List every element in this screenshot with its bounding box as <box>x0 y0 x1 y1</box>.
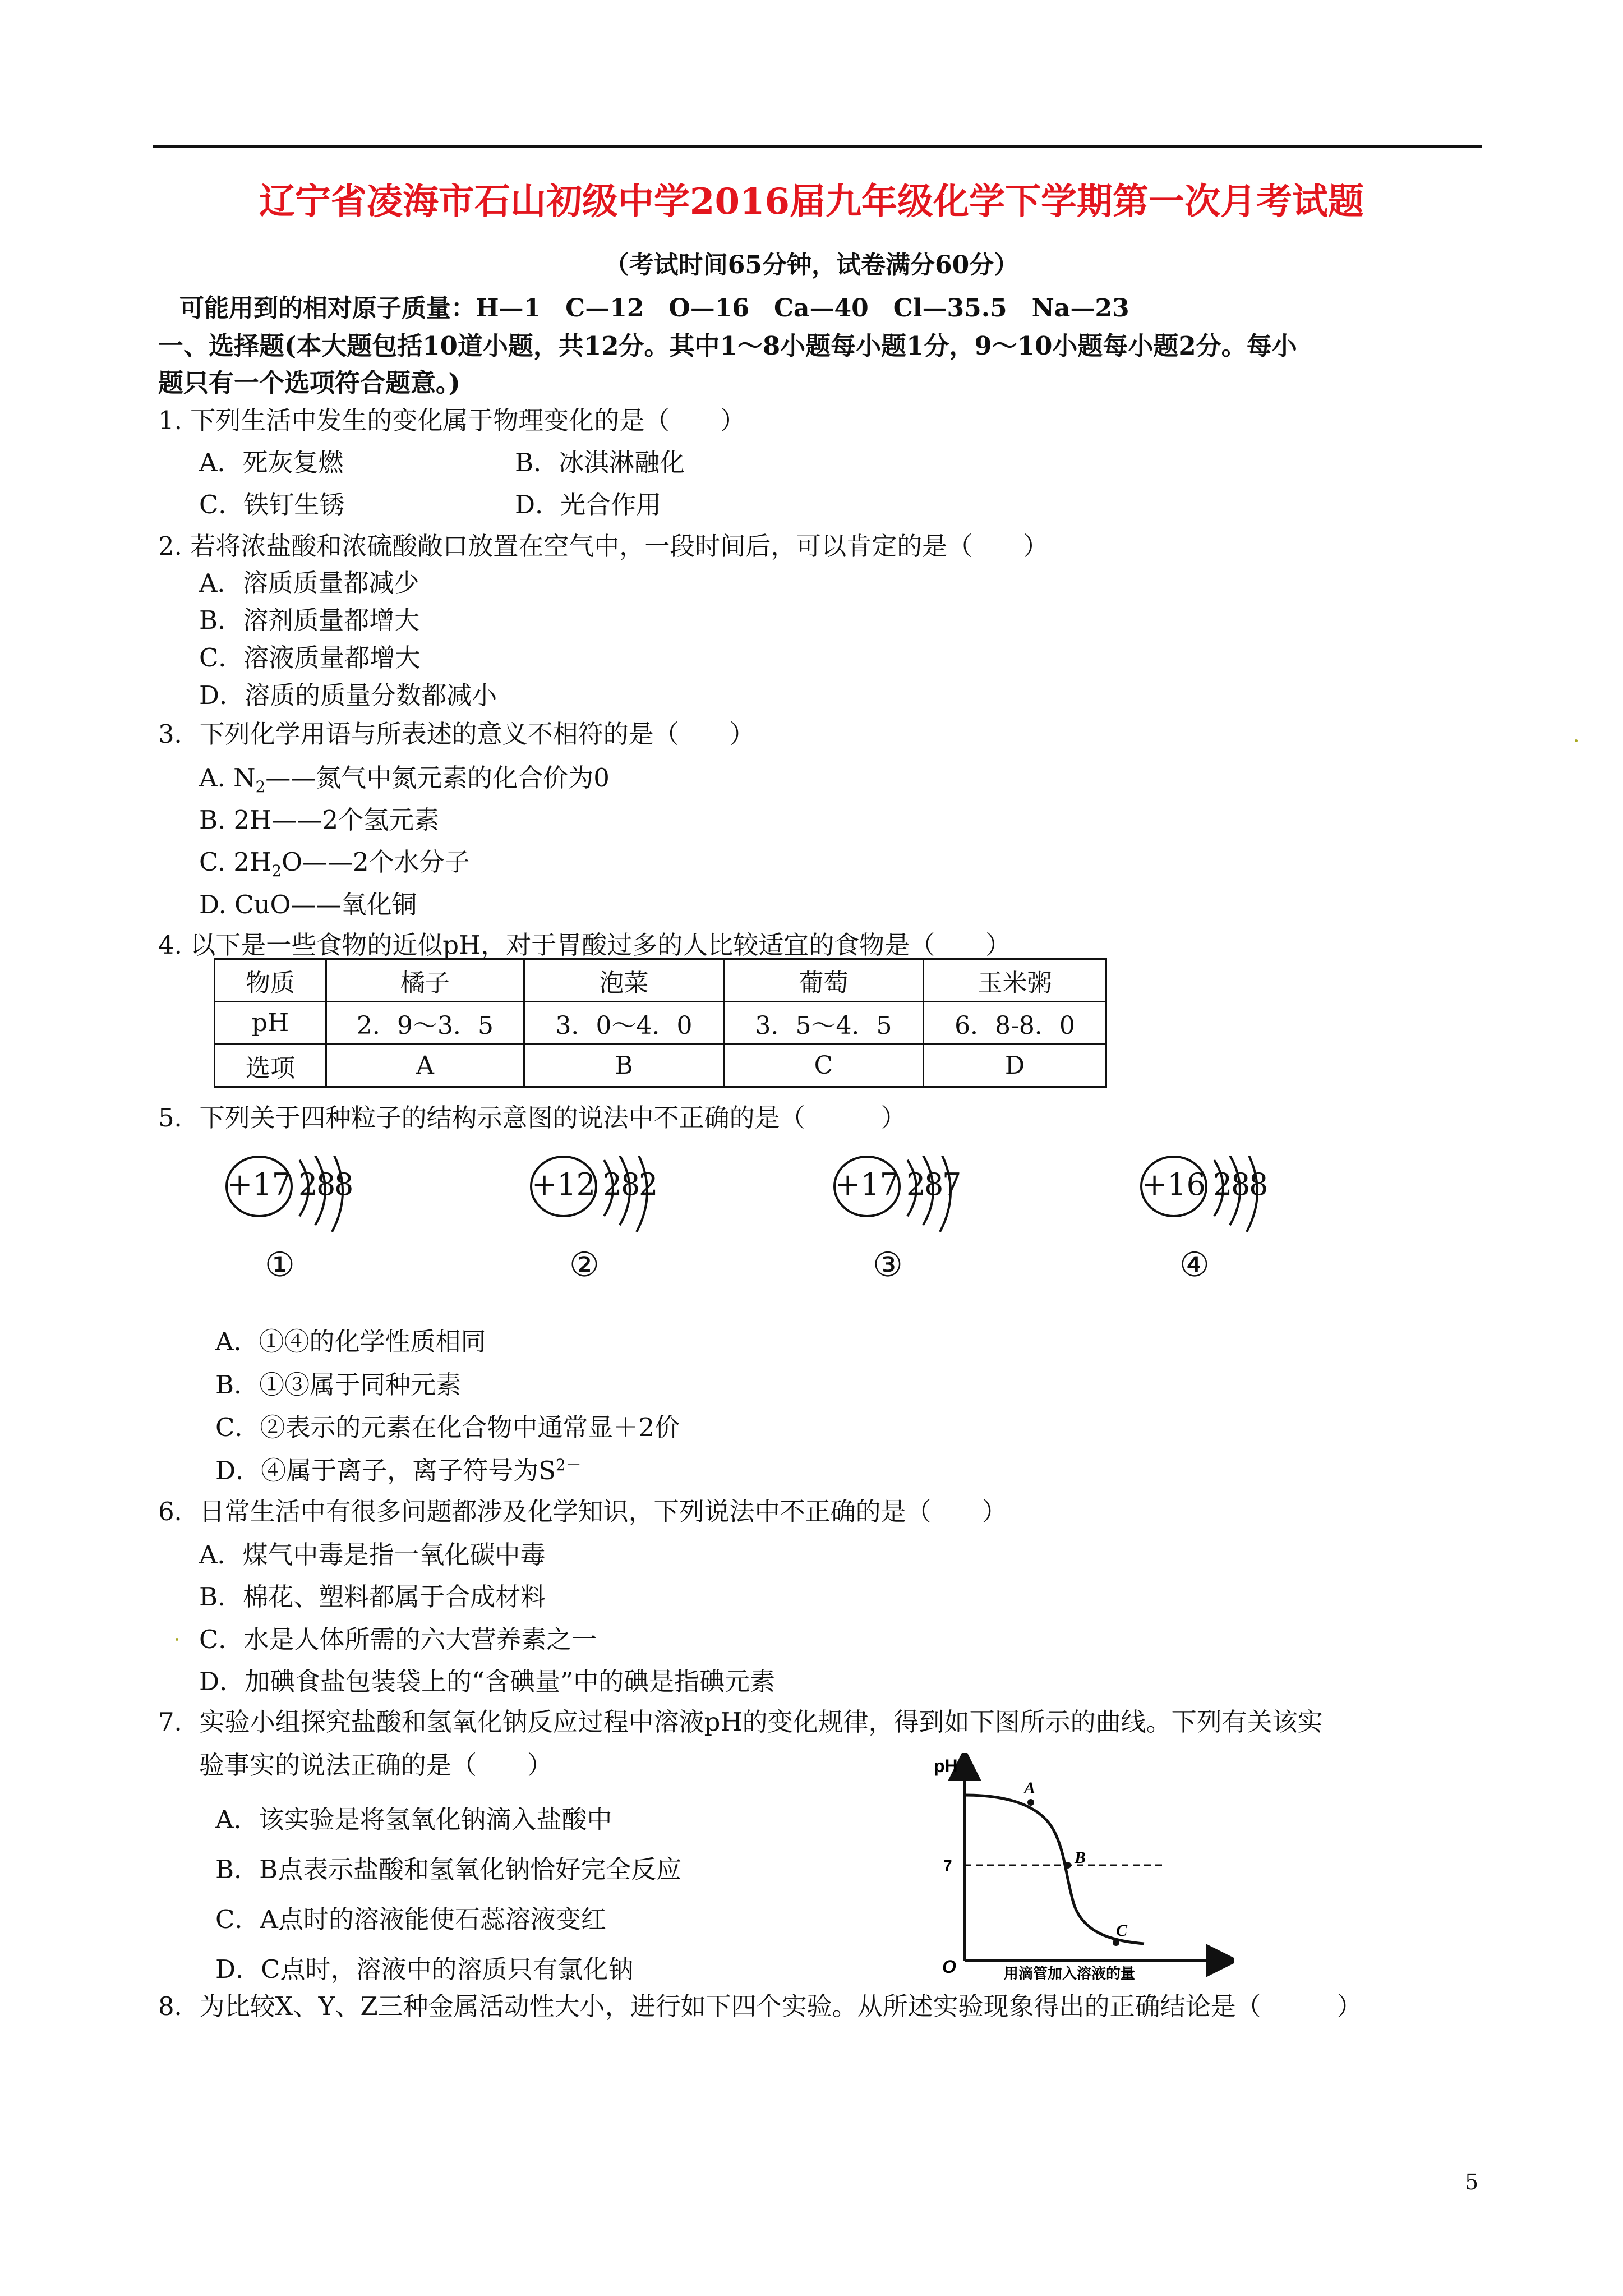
stray-dot <box>1575 739 1578 742</box>
origin-label: O <box>942 1957 956 1977</box>
q6-option-a: A．煤气中毒是指一氧化碳中毒 <box>199 1540 546 1570</box>
q2-option-c: C．溶液质量都增大 <box>199 643 421 673</box>
q2-stem: 2. 若将浓盐酸和浓硫酸敞口放置在空气中，一段时间后，可以肯定的是（ ） <box>158 531 1049 561</box>
diagram-label: ④ <box>1179 1245 1210 1285</box>
q7-option-d: D．C点时，溶液中的溶质只有氯化钠 <box>215 1954 634 1984</box>
y-axis-label: pH <box>934 1756 958 1776</box>
section-heading-line1: 一、选择题(本大题包括10道小题，共12分。其中1～8小题每小题1分，9～10小题每小题2分。每小 <box>158 331 1297 361</box>
shell-electrons: 8 <box>1231 1167 1251 1202</box>
diagram-label: ③ <box>873 1245 903 1285</box>
exam-info: （考试时间65分钟，试卷满分60分） <box>604 251 1019 279</box>
point-a-label: A <box>1024 1779 1036 1797</box>
point-a <box>1027 1799 1034 1806</box>
atomic-masses: 可能用到的相对原子质量：H—1 C—12 O—16 Ca—40 Cl—35.5 Na—23 <box>179 294 1129 323</box>
q3-stem: 3．下列化学用语与所表述的意义不相符的是（ ） <box>158 719 755 749</box>
ph-curve-graph <box>931 1753 1234 1983</box>
q2-option-a: A．溶质质量都减少 <box>199 568 419 598</box>
table-cell: C <box>724 1045 924 1087</box>
q3-option-a: A. $N_2——$氮气中氮元素的化合价为0 <box>199 763 610 796</box>
q6-option-b: B．棉花、塑料都属于合成材料 <box>199 1582 546 1612</box>
shell-electrons: 2 <box>298 1167 318 1202</box>
q7-option-b: B．B点表示盐酸和氢氧化钠恰好完全反应 <box>215 1855 682 1884</box>
q1-option-b: B．冰淇淋融化 <box>515 448 685 477</box>
shell-electrons: 2 <box>639 1167 658 1202</box>
shell-electrons: 8 <box>334 1167 354 1202</box>
q5-option-d: D．④属于离子，离子符号为$S^{2-}$ <box>215 1456 582 1485</box>
table-row <box>215 1002 1106 1045</box>
y-tick-7: 7 <box>943 1857 952 1874</box>
table-cell: 橘子 <box>326 959 524 1002</box>
shell-electrons: 2 <box>603 1167 623 1202</box>
x-axis-label: 用滴管加入溶液的量 <box>1004 1966 1136 1982</box>
table-cell: 6．8-8．0 <box>924 1002 1106 1045</box>
q2-option-b: B．溶剂质量都增大 <box>199 605 420 635</box>
q1-option-a: A．死灰复燃 <box>199 448 344 477</box>
q7-stem-line1: 7．实验小组探究盐酸和氢氧化钠反应过程中溶液pH的变化规律，得到如下图所示的曲线。下列有关该实 <box>158 1707 1323 1737</box>
nucleus-charge: +17 <box>835 1167 899 1202</box>
q5-option-c: C．②表示的元素在化合物中通常显＋2价 <box>215 1412 680 1442</box>
q3-option-b: B. 2H——2个氢元素 <box>199 805 440 835</box>
page-title: 辽宁省凌海市石山初级中学2016届九年级化学下学期第一次月考试题 <box>259 181 1364 223</box>
q8-stem: 8．为比较X、Y、Z三种金属活动性大小，进行如下四个实验。从所述实验现象得出的正确结论是（ ） <box>158 1991 1362 2021</box>
table-cell: 物质 <box>215 959 326 1002</box>
page-number: 5 <box>1465 2170 1479 2194</box>
q6-option-c: C．水是人体所需的六大营养素之一 <box>199 1625 597 1654</box>
shell-electrons: 8 <box>316 1167 336 1202</box>
point-c-label: C <box>1116 1921 1128 1940</box>
q3-option-c: C. $2H_2O——2$个水分子 <box>199 847 470 880</box>
q6-stem: 6．日常生活中有很多问题都涉及化学知识，下列说法中不正确的是（ ） <box>158 1497 1007 1526</box>
top-rule <box>153 145 1482 148</box>
table-cell: pH <box>215 1002 326 1045</box>
nucleus-charge: +17 <box>227 1167 291 1202</box>
table-cell: 3．5～4．5 <box>724 1002 924 1045</box>
table-cell: 葡萄 <box>724 959 924 1002</box>
q5-stem: 5．下列关于四种粒子的结构示意图的说法中不正确的是（ ） <box>158 1103 906 1133</box>
table-cell: 泡菜 <box>524 959 724 1002</box>
ph-table <box>214 958 1107 1088</box>
q7-stem-line2: 验事实的说法正确的是（ ） <box>199 1750 553 1780</box>
table-cell: A <box>326 1045 524 1087</box>
shell-electrons: 7 <box>942 1167 962 1202</box>
table-cell: 3．0～4．0 <box>524 1002 724 1045</box>
shell-electrons: 2 <box>906 1167 926 1202</box>
q7-option-c: C．A点时的溶液能使石蕊溶液变红 <box>215 1904 606 1934</box>
shell-electrons: 8 <box>621 1167 640 1202</box>
q6-option-d: D．加碘食盐包装袋上的“含碘量”中的碘是指碘元素 <box>199 1667 776 1696</box>
nucleus-charge: +16 <box>1142 1167 1206 1202</box>
q2-option-d: D．溶质的质量分数都减小 <box>199 680 497 710</box>
point-b <box>1064 1862 1071 1869</box>
q5-option-b: B．①③属于同种元素 <box>215 1370 462 1400</box>
q4-stem: 4. 以下是一些食物的近似pH，对于胃酸过多的人比较适宜的食物是（ ） <box>158 930 1011 960</box>
shell-electrons: 8 <box>924 1167 944 1202</box>
q1-option-c: C．铁钉生锈 <box>199 490 345 519</box>
table-cell: 选项 <box>215 1045 326 1087</box>
point-c <box>1113 1939 1119 1946</box>
table-cell: 2．9～3．5 <box>326 1002 524 1045</box>
q5-option-a: A．①④的化学性质相同 <box>215 1327 486 1356</box>
q1-stem: 1. 下列生活中发生的变化属于物理变化的是（ ） <box>158 406 746 435</box>
shell-electrons: 2 <box>1213 1167 1233 1202</box>
q3-option-d: D. CuO——氧化铜 <box>199 890 417 919</box>
section-heading-line2: 题只有一个选项符合题意。) <box>158 368 460 398</box>
point-b-label: B <box>1075 1848 1086 1867</box>
q7-option-a: A．该实验是将氢氧化钠滴入盐酸中 <box>215 1805 612 1834</box>
q1-option-d: D．光合作用 <box>515 490 662 519</box>
stray-dot <box>176 1638 178 1641</box>
table-row <box>215 1045 1106 1087</box>
diagram-label: ② <box>569 1245 600 1285</box>
table-cell: D <box>924 1045 1106 1087</box>
diagram-label: ① <box>265 1245 295 1285</box>
table-cell: B <box>524 1045 724 1087</box>
table-row <box>215 959 1106 1002</box>
shell-electrons: 8 <box>1249 1167 1269 1202</box>
nucleus-charge: +12 <box>532 1167 596 1202</box>
table-cell: 玉米粥 <box>924 959 1106 1002</box>
